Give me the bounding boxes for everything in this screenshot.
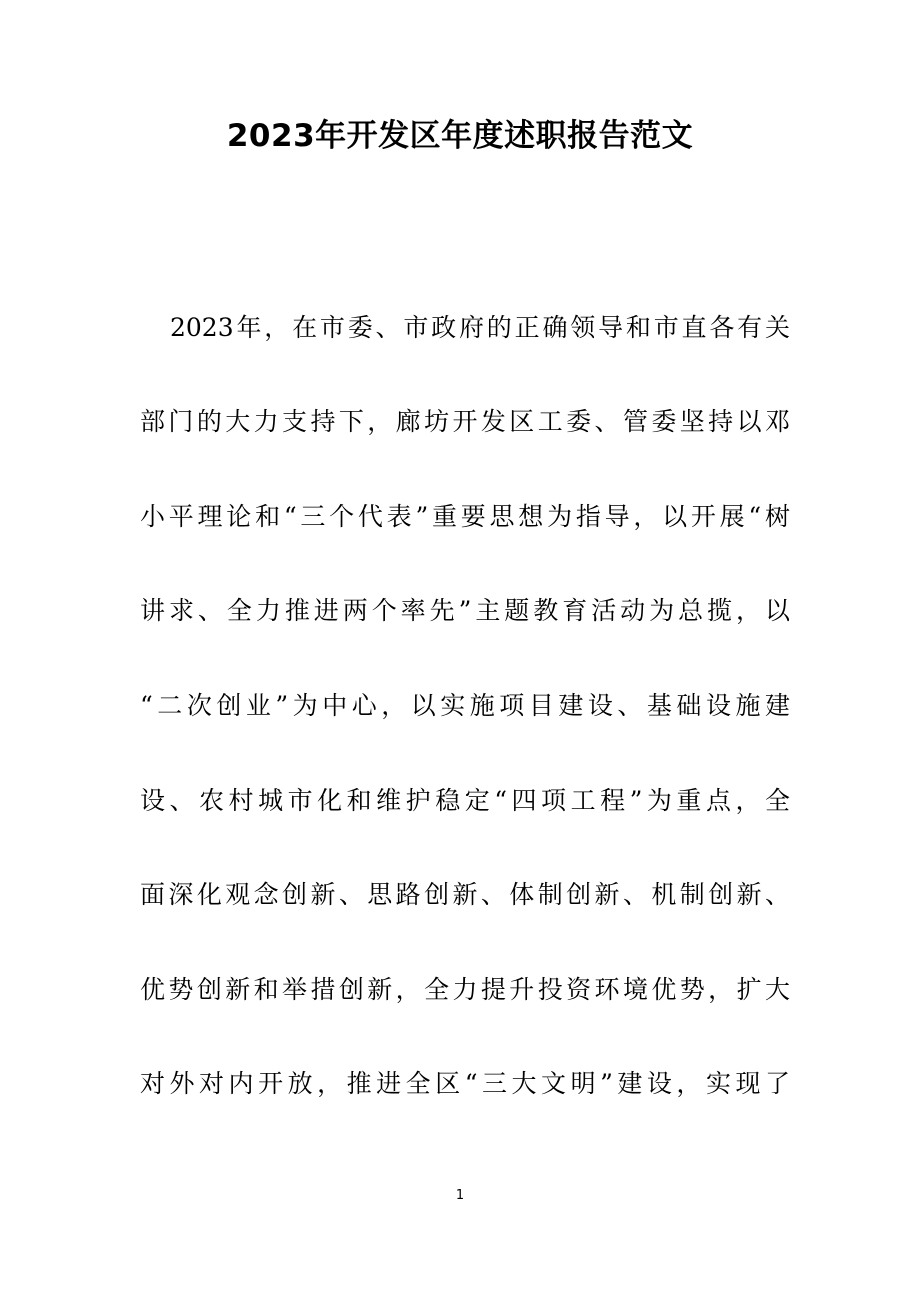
body-line: 部门的大力支持下，廊坊开发区工委、管委坚持以邓 [140, 407, 790, 436]
body-line: 设、农村城市化和维护稳定“四项工程”为重点，全 [140, 786, 790, 815]
body-line: 小平理论和“三个代表”重要思想为指导，以开展“树 [140, 502, 790, 531]
body-line: 面深化观念创新、思路创新、体制创新、机制创新、 [140, 880, 790, 909]
body-line: 优势创新和举措创新，全力提升投资环境优势，扩大 [140, 975, 790, 1004]
body-line: 对外对内开放，推进全区“三大文明”建设，实现了 [140, 1069, 790, 1098]
page-number: 1 [455, 1188, 465, 1203]
document-title: 2023年开发区年度述职报告范文 [226, 118, 694, 154]
body-line: 2023年，在市委、市政府的正确领导和市直各有关 [170, 313, 790, 342]
body-line: 讲求、全力推进两个率先”主题教育活动为总揽，以 [140, 596, 790, 625]
body-line: “二次创业”为中心，以实施项目建设、基础设施建 [140, 691, 790, 720]
